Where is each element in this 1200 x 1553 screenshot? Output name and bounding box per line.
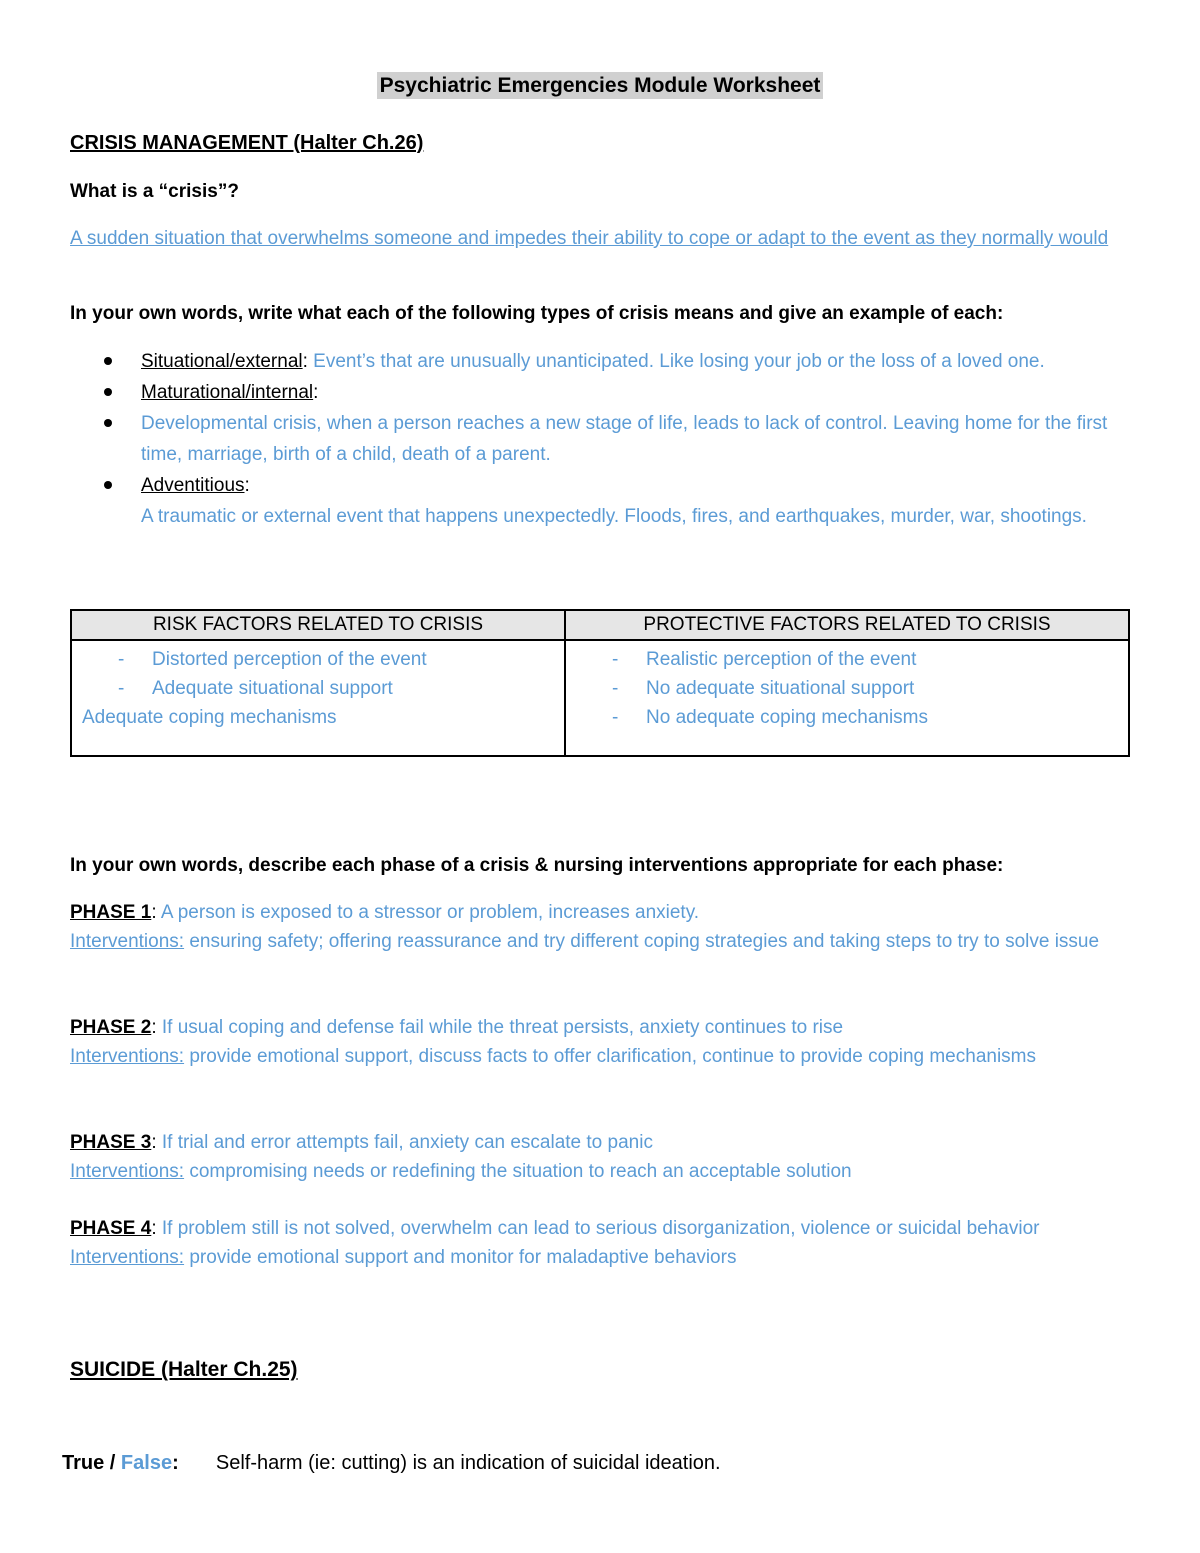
tf-true: True [62, 1452, 105, 1474]
crisis-type-label: Maturational/internal [141, 382, 314, 403]
phase-desc [70, 898, 1130, 927]
protective-cell [565, 640, 1129, 756]
colon: : [302, 351, 308, 372]
title-block [0, 74, 1200, 98]
dash: - [612, 707, 619, 728]
types-prompt: In your own words, write what each of the following types of crisis means and give an example of each: [70, 303, 1004, 324]
phase-desc [70, 1128, 1130, 1157]
factors-table [70, 609, 1130, 757]
tf-statement: Self-harm (ie: cutting) is an indication of suicidal ideation. [215, 1452, 721, 1474]
colon: : [244, 475, 250, 496]
phase-desc [70, 1013, 1130, 1042]
risk-cell [71, 640, 565, 756]
phase-interventions [70, 1243, 1130, 1272]
colon: : [151, 1132, 157, 1153]
protective-item-text: No adequate coping mechanisms [646, 707, 929, 728]
tf-separator: / [104, 1452, 121, 1474]
phase-2 [70, 1013, 1130, 1071]
phase-label: PHASE 3 [70, 1132, 152, 1153]
suicide-heading: SUICIDE (Halter Ch.25) [70, 1358, 298, 1381]
crisis-type-label: Adventitious [141, 475, 245, 496]
bullet-icon [104, 481, 112, 489]
colon: : [172, 1452, 179, 1474]
phase-label: PHASE 1 [70, 902, 152, 923]
colon: : [151, 1017, 157, 1038]
crisis-type-item [70, 346, 1130, 377]
crisis-answer: A sudden situation that overwhelms someone and impedes their ability to cope or adapt to the event as they normally would [70, 228, 1109, 249]
risk-item-text: Distorted perception of the event [152, 649, 427, 670]
protective-item-text: Realistic perception of the event [646, 649, 917, 670]
phase-4 [70, 1214, 1130, 1272]
dash: - [612, 678, 619, 699]
risk-header: RISK FACTORS RELATED TO CRISIS [71, 610, 565, 640]
phase-interventions [70, 927, 1130, 956]
phase-label: PHASE 4 [70, 1218, 152, 1239]
protective-item [576, 645, 1118, 674]
phases-prompt: In your own words, describe each phase of a crisis & nursing interventions appropriate for each phase: [70, 855, 1004, 876]
phase-label: PHASE 2 [70, 1017, 152, 1038]
phase-desc-text: A person is exposed to a stressor or problem, increases anxiety. [156, 902, 700, 923]
colon: : [151, 902, 157, 923]
true-false-question [62, 1448, 721, 1478]
interventions-text: provide emotional support, discuss facts to offer clarification, continue to provide coping mechanisms [189, 1046, 1037, 1067]
risk-item-extra: Adequate coping mechanisms [82, 707, 337, 728]
interventions-label: Interventions: [70, 1046, 185, 1067]
protective-item [576, 674, 1118, 703]
phase-desc-text: If problem still is not solved, overwhelm can lead to serious disorganization, violence or suicidal behavior [156, 1218, 1040, 1239]
crisis-heading: CRISIS MANAGEMENT (Halter Ch.26) [70, 132, 424, 154]
tf-false: False [120, 1452, 173, 1474]
crisis-type-text: A traumatic or external event that happens unexpectedly. Floods, fires, and earthquakes, murder, war, shootings. [141, 506, 1087, 527]
bullet-icon [104, 388, 112, 396]
page-title: Psychiatric Emergencies Module Worksheet [377, 72, 824, 99]
crisis-type-text: Developmental crisis, when a person reaches a new stage of life, leads to lack of control. Leaving home for the first time, marriage, birth of a child, death of a parent. [141, 413, 1108, 465]
phase-interventions [70, 1157, 1130, 1186]
phase-interventions [70, 1042, 1130, 1071]
risk-item-text: Adequate situational support [152, 678, 393, 699]
protective-header: PROTECTIVE FACTORS RELATED TO CRISIS [565, 610, 1129, 640]
interventions-text: compromising needs or redefining the situation to reach an acceptable solution [189, 1161, 852, 1182]
phase-desc-text: If usual coping and defense fail while the threat persists, anxiety continues to rise [156, 1017, 844, 1038]
crisis-type-item [70, 470, 1130, 532]
colon: : [151, 1218, 157, 1239]
crisis-type-item [70, 408, 1130, 470]
bullet-icon [104, 357, 112, 365]
dash: - [118, 649, 125, 670]
protective-item-text: No adequate situational support [646, 678, 915, 699]
interventions-label: Interventions: [70, 1247, 185, 1268]
crisis-types-list [70, 346, 1130, 532]
phase-desc [70, 1214, 1130, 1243]
risk-item [82, 645, 554, 674]
risk-item [82, 674, 554, 703]
interventions-text: ensuring safety; offering reassurance and try different coping strategies and taking steps to try to solve issue [189, 931, 1100, 952]
interventions-label: Interventions: [70, 1161, 185, 1182]
crisis-type-label: Situational/external [141, 351, 303, 372]
protective-item [576, 703, 1118, 732]
interventions-label: Interventions: [70, 931, 185, 952]
crisis-type-item [70, 377, 1130, 408]
phase-1 [70, 898, 1130, 956]
dash: - [612, 649, 619, 670]
phase-3 [70, 1128, 1130, 1186]
dash: - [118, 678, 125, 699]
crisis-question: What is a “crisis”? [70, 181, 239, 202]
phase-desc-text: If trial and error attempts fail, anxiety can escalate to panic [156, 1132, 653, 1153]
bullet-icon [104, 419, 112, 427]
crisis-type-text: Event’s that are unusually unanticipated. Like losing your job or the loss of a loved one. [307, 351, 1045, 372]
interventions-text: provide emotional support and monitor for maladaptive behaviors [189, 1247, 737, 1268]
colon: : [313, 382, 319, 403]
